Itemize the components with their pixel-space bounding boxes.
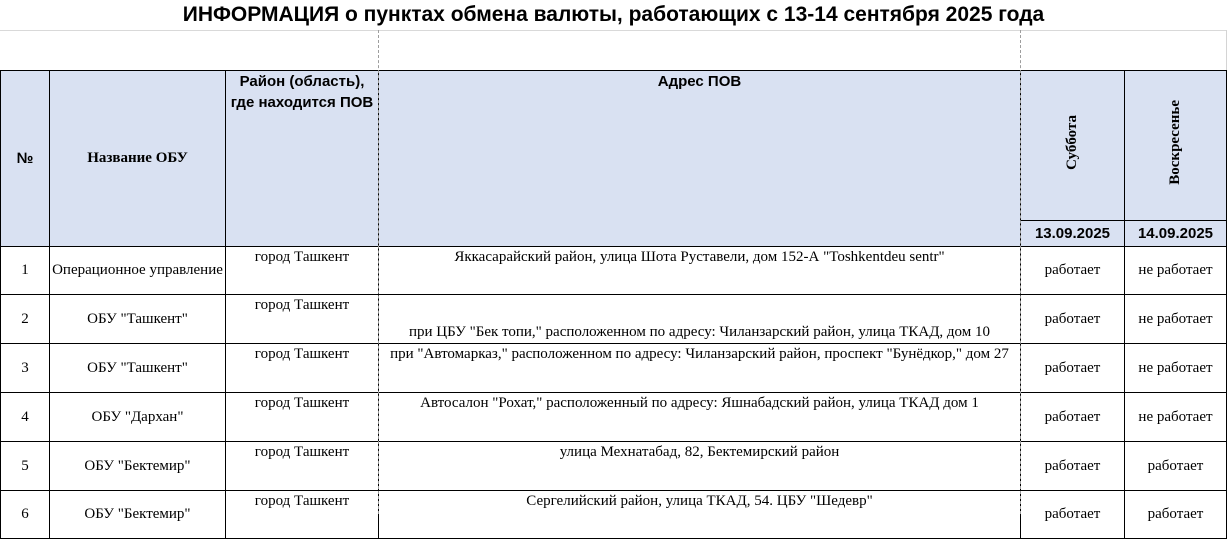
table-row [1,295,1227,344]
row-sunday-status: не работает [1125,295,1227,344]
exchange-points-table [0,70,1227,539]
row-address: Автосалон "Рохат," расположенный по адресу: Яшнабадский район, улица ТКАД дом 1 [379,393,1021,442]
row-sunday-status: не работает [1125,247,1227,295]
row-obu: ОБУ "Ташкент" [50,295,226,344]
row-saturday-status: работает [1021,442,1125,491]
row-num: 3 [1,344,50,393]
row-sunday-status: не работает [1125,393,1227,442]
row-address: улица Мехнатабад, 82, Бектемирский район [379,442,1021,491]
header-saturday [1021,71,1125,221]
row-num: 4 [1,393,50,442]
table-row [1,442,1227,491]
row-region: город Ташкент [226,344,379,393]
page-break-line [378,30,379,514]
header-sunday-date: 14.09.2025 [1125,221,1227,247]
sheet-gridline [0,30,1227,31]
row-obu: ОБУ "Бектемир" [50,491,226,539]
row-region: город Ташкент [226,491,379,539]
header-row [1,71,1227,221]
header-sunday-label: Воскресенье [1167,99,1183,185]
row-num: 5 [1,442,50,491]
table-row [1,344,1227,393]
page-break-line [1020,30,1021,514]
row-obu: ОБУ "Бектемир" [50,442,226,491]
header-region: Район (область), где находится ПОВ [226,71,379,247]
row-sunday-status: работает [1125,491,1227,539]
row-sunday-status: не работает [1125,344,1227,393]
row-region: город Ташкент [226,393,379,442]
row-obu: Операционное управление [50,247,226,295]
row-obu: ОБУ "Ташкент" [50,344,226,393]
row-saturday-status: работает [1021,344,1125,393]
row-address: Сергелийский район, улица ТКАД, 54. ЦБУ "Шедевр" [379,491,1021,539]
row-address: при "Автомарказ," расположенном по адресу: Чиланзарский район, проспект "Бунёдкор," дом 27 [379,344,1021,393]
header-sunday [1125,71,1227,221]
header-obu: Название ОБУ [50,71,226,247]
table-row [1,247,1227,295]
row-saturday-status: работает [1021,247,1125,295]
row-address: при ЦБУ "Бек топи," расположенном по адресу: Чиланзарский район, улица ТКАД, дом 10 [379,295,1021,344]
header-saturday-label: Суббота [1064,114,1080,170]
row-saturday-status: работает [1021,393,1125,442]
row-region: город Ташкент [226,247,379,295]
header-num: № [1,71,50,247]
header-address: Адрес ПОВ [379,71,1021,247]
row-num: 1 [1,247,50,295]
row-saturday-status: работает [1021,491,1125,539]
row-num: 2 [1,295,50,344]
row-region: город Ташкент [226,295,379,344]
header-saturday-date: 13.09.2025 [1021,221,1125,247]
row-region: город Ташкент [226,442,379,491]
page-title: ИНФОРМАЦИЯ о пунктах обмена валюты, работающих с 13-14 сентября 2025 года [182,3,1045,26]
table-row [1,491,1227,539]
row-num: 6 [1,491,50,539]
table-row [1,393,1227,442]
row-saturday-status: работает [1021,295,1125,344]
row-obu: ОБУ "Дархан" [50,393,226,442]
row-address: Яккасарайский район, улица Шота Руставели, дом 152-А "Toshkentdeu sentr" [379,247,1021,295]
row-sunday-status: работает [1125,442,1227,491]
